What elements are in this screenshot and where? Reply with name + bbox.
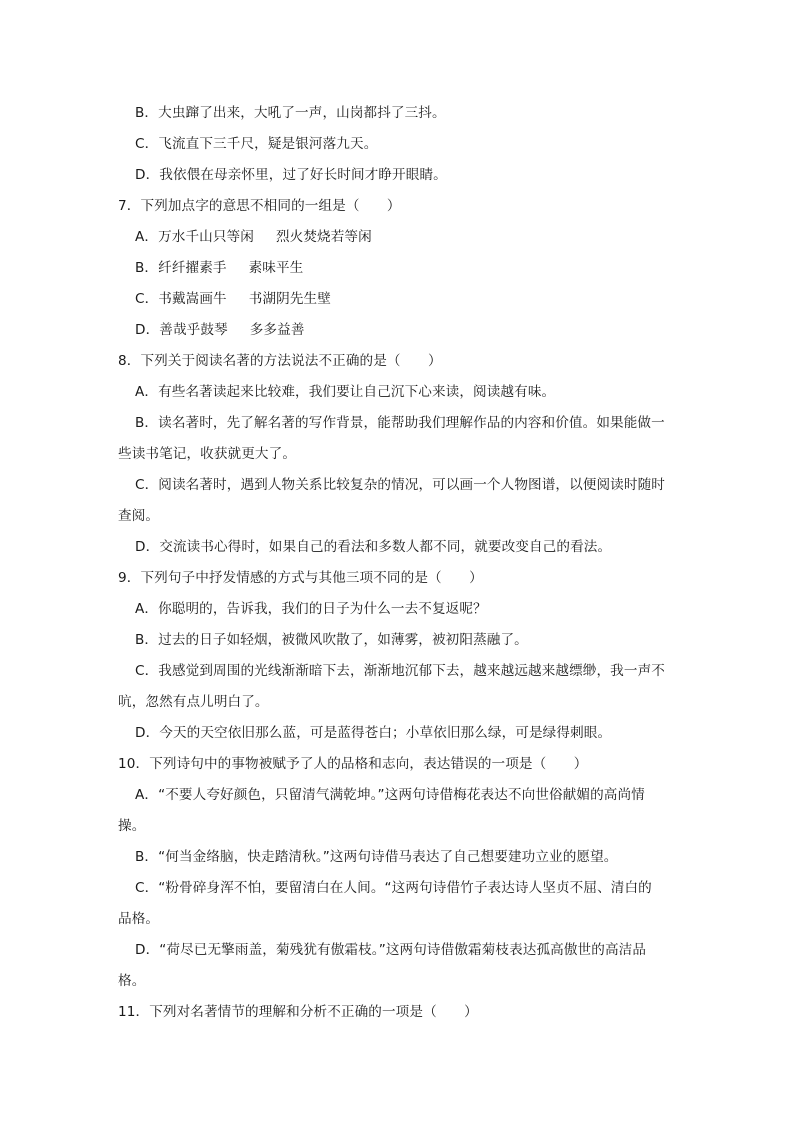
q10-option-b: B．“何当金络脑，快走踏清秋。”这两句诗借马表达了自己想要建功立业的愿望。 xyxy=(135,849,618,865)
q6-option-c: C．飞流直下三千尺，疑是银河落九天。 xyxy=(135,136,378,152)
q7-option-b-left: B．纤纤擢素手 xyxy=(135,260,227,276)
q7-option-a xyxy=(118,222,678,253)
q7-option-b-right: 素味平生 xyxy=(248,260,304,276)
q8-option-c-line1: C．阅读名著时，遇到人物关系比较复杂的情况，可以画一个人物图谱，以便阅读时随时 xyxy=(135,477,665,493)
q7-option-a-left: A．万水千山只等闲 xyxy=(135,229,254,245)
question-8: 8．下列关于阅读名著的方法说法不正确的是（ ） xyxy=(118,353,442,369)
q7-option-a-right: 烈火焚烧若等闲 xyxy=(275,229,372,245)
q10-option-d-line2: 格。 xyxy=(118,973,146,989)
q8-option-c-line2: 查阅。 xyxy=(118,508,160,524)
q8-option-b-line1: B．读名著时，先了解名著的写作背景，能帮助我们理解作品的内容和价值。如果能做一 xyxy=(135,415,665,431)
question-7: 7．下列加点字的意思不相同的一组是（ ） xyxy=(118,198,401,214)
q9-option-d: D．今天的天空依旧那么蓝，可是蓝得苍白；小草依旧那么绿，可是绿得刺眼。 xyxy=(135,725,612,741)
q9-option-c-line2: 吭，忽然有点儿明白了。 xyxy=(118,694,269,710)
q7-option-c xyxy=(118,284,678,315)
q10-option-c-line1: C．“粉骨碎身浑不怕，要留清白在人间。“这两句诗借竹子表达诗人坚贞不屈、清白的 xyxy=(135,880,652,896)
q9-option-b: B．过去的日子如轻烟，被微风吹散了，如薄雾，被初阳蒸融了。 xyxy=(135,632,528,648)
q9-option-a: A．你聪明的，告诉我，我们的日子为什么一去不复返呢？ xyxy=(135,601,487,617)
q6-option-d: D．我依偎在母亲怀里，过了好长时间才睁开眼睛。 xyxy=(135,167,447,183)
q7-option-d-right: 多多益善 xyxy=(249,322,305,338)
document-content xyxy=(118,98,678,1028)
question-9: 9．下列句子中抒发情感的方式与其他三项不同的是（ ） xyxy=(118,570,483,586)
q7-option-d-left: D．善哉乎鼓琴 xyxy=(135,322,228,338)
q7-option-c-left: C．书戴嵩画牛 xyxy=(135,291,227,307)
q7-option-d xyxy=(118,315,678,346)
q8-option-b-line2: 些读书笔记，收获就更大了。 xyxy=(118,446,297,462)
q10-option-c-line2: 品格。 xyxy=(118,911,160,927)
q10-option-d-line1: D．“荷尽已无擎雨盖，菊残犹有傲霜枝。”这两句诗借傲霜菊枝表达孤高傲世的高洁品 xyxy=(135,942,647,958)
question-11: 11．下列对名著情节的理解和分析不正确的一项是（ ） xyxy=(118,1004,478,1020)
q8-option-d: D．交流读书心得时，如果自己的看法和多数人都不同，就要改变自己的看法。 xyxy=(135,539,612,555)
q10-option-a-line1: A．“不要人夸好颜色，只留清气满乾坤。”这两句诗借梅花表达不向世俗献媚的高尚情 xyxy=(135,787,645,803)
question-10: 10．下列诗句中的事物被赋予了人的品格和志向，表达错误的一项是（ ） xyxy=(118,756,588,772)
q6-option-b: B．大虫蹿了出来，大吼了一声，山岗都抖了三抖。 xyxy=(135,105,446,121)
q7-option-c-right: 书湖阴先生壁 xyxy=(248,291,331,307)
q9-option-c-line1: C．我感觉到周围的光线渐渐暗下去，渐渐地沉郁下去，越来越远越来越缥缈，我一声不 xyxy=(135,663,665,679)
q8-option-a: A．有些名著读起来比较难，我们要让自己沉下心来读，阅读越有味。 xyxy=(135,384,556,400)
q10-option-a-line2: 操。 xyxy=(118,818,146,834)
q7-option-b xyxy=(118,253,678,284)
